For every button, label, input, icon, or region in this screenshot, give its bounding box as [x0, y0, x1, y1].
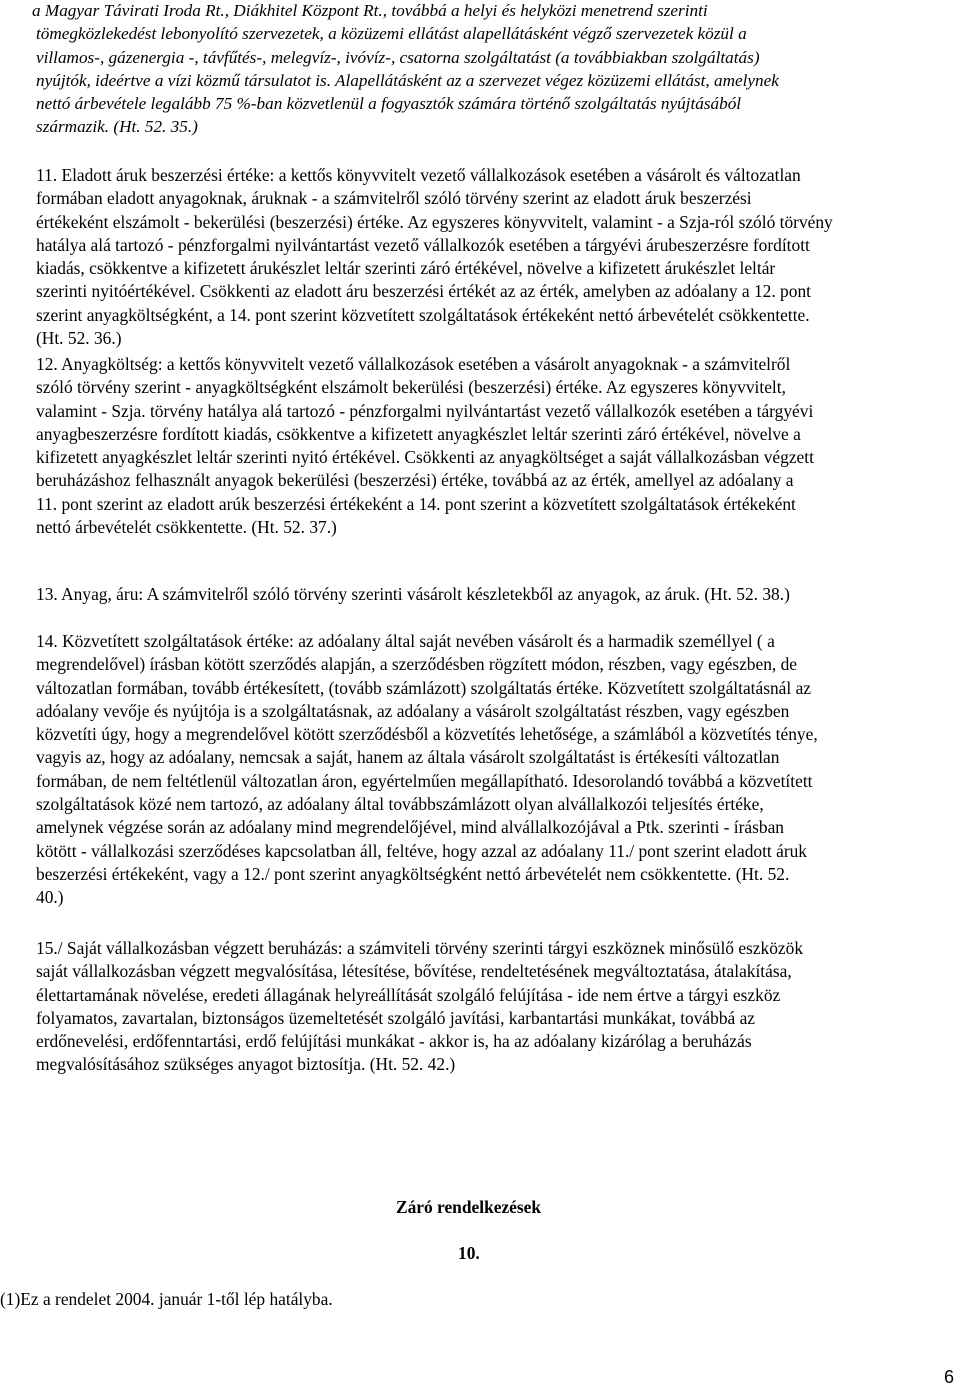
text-line: kifizetett anyagkészlet leltár szerinti nyitó értékével. Csökkenti az anyagköltséget a saját vállalkozásban végzett [36, 447, 814, 468]
text-line: 13. Anyag, áru: A számvitelről szóló törvény szerinti vásárolt készletekből az anyagok, az áruk. (Ht. 52. 38.) [36, 584, 790, 604]
section-12-paragraph [36, 353, 956, 539]
text-line: valamint - Szja. törvény hatálya alá tartozó - pénzforgalmi nyilvántartást vezető vállalkozók esetében a tárgyévi [36, 400, 814, 421]
footnote: (1)Ez a rendelet 2004. január 1-től lép hatályba. [0, 1289, 333, 1309]
text-line: származik. (Ht. 52. 35.) [36, 117, 198, 137]
text-line: villamos-, gázenergia -, távfűtés-, melegvíz-, ivóvíz-, csatorna szolgáltatást (a továbbiakban szolgáltatás) [36, 47, 760, 67]
text-line: formában, de nem feltétlenül változatlan áron, egyértelműen megállapítható. Idesorolandó továbbá a közvetített [36, 770, 813, 791]
page-number: 6 [944, 1367, 955, 1387]
text-line: nettó árbevétele legalább 75 %-ban közvetlenül a fogyasztók számára történő szolgáltatás nyújtásából [36, 94, 742, 114]
section-13-paragraph [36, 583, 956, 606]
section-heading: Záró rendelkezések [396, 1197, 542, 1217]
text-line: 15./ Saját vállalkozásban végzett beruházás: a számviteli törvény szerinti tárgyi eszköznek minősülő eszközök [36, 938, 804, 958]
text-line: szolgáltatások közé nem tartozó, az adóalany által továbbszámlázott olyan alvállalkozói teljesítés értéke, [36, 794, 764, 815]
text-line: formában eladott anyagoknak, áruknak - a számvitelről szóló törvény szerint az eladott áruk beszerzési [36, 188, 752, 209]
intro-paragraph [32, 0, 956, 139]
text-line: 14. Közvetített szolgáltatások értéke: az adóalany által saját nevében vásárolt és a harmadik személlyel ( a [36, 631, 775, 651]
text-line: folyamatos, zavartalan, biztonságos üzemeltetését szolgáló javítási, karbantartási munkákat, továbbá az [36, 1007, 756, 1028]
text-line: vagyis az, hogy az adóalany, nemcsak a saját, hanem az általa vásárolt szolgáltatást is értékesíti változatlan [36, 747, 780, 768]
text-line: nyújtók, ideértve a vízi közmű társulatot is. Alapellátásként az a szervezet végez közüzemi ellátást, amelynek [36, 70, 779, 90]
text-line: a Magyar Távirati Iroda Rt., Diákhitel Központ Rt., továbbá a helyi és helyközi menetrend szerinti [32, 1, 708, 20]
text-line: nettó árbevételét csökkentette. (Ht. 52. 37.) [36, 517, 337, 538]
text-line: beszerzési értékeként, vagy a 12./ pont szerint anyagköltségként nettó árbevételét nem csökkentette. (Ht. 52. [36, 863, 790, 884]
text-line: szerinti nyitóértékével. Csökkenti az eladott áru beszerzési értékét az az érték, amelyben az adóalany a 12. pont [36, 281, 811, 302]
section-14-paragraph [36, 630, 956, 910]
text-line: (Ht. 52. 36.) [36, 328, 122, 349]
text-line: szerint anyagköltségként, a 14. pont szerint közvetített szolgáltatások értékeként nettó árbevételét csökkentette. [36, 304, 810, 325]
text-line: hatálya alá tartozó - pénzforgalmi nyilvántartást vezető vállalkozók esetében a tárgyévi árubeszerzésre fordított [36, 234, 810, 255]
section-11-paragraph [36, 164, 956, 350]
text-line: 11. pont szerint az eladott arúk beszerzési értékeként a 14. pont szerint a közvetített szolgáltatások értékeként [36, 493, 796, 514]
text-line: erdőnevelési, erdőfenntartási, erdő felújítási munkákat - akkor is, ha az adóalany kizárólag a beruházás [36, 1031, 752, 1052]
text-line: tömegközlekedést lebonyolító szervezetek, a közüzemi ellátást alapellátásként végző szervezetek közül a [36, 24, 747, 44]
text-line: közvetíti úgy, hogy a megrendelővel kötött szerződésből a közvetítés lehetősége, a számlából a közvetítés ténye, [36, 724, 818, 745]
text-line: 11. Eladott áruk beszerzési értéke: a kettős könyvvitelt vezető vállalkozások esetében a vásárolt és változatlan [36, 165, 801, 185]
section-subheading: 10. [458, 1243, 480, 1263]
text-line: szóló törvény szerint - anyagköltségként elszámolt bekerülési (beszerzési) értéke. Az egyszeres könyvvitelt, [36, 377, 786, 398]
text-line: kötött - vállalkozási szerződéses kapcsolatban áll, feltéve, hogy azzal az adóalany 11./ pont szerint eladott áruk [36, 840, 808, 861]
text-line: adóalany vevője és nyújtója is a szolgáltatásnak, az adóalany a vásárolt szolgáltatást részben, vagy egészben [36, 700, 790, 721]
text-line: 12. Anyagköltség: a kettős könyvvitelt vezető vállalkozások esetében a vásárolt anyagoknak - a számvitelről [36, 354, 791, 374]
text-line: értékeként elszámolt - bekerülési (beszerzési) értéke. Az egyszeres könyvvitelt, valamint - a Szja-ról szóló törvény [36, 211, 833, 232]
section-15-paragraph [36, 937, 956, 1077]
text-line: 40.) [36, 887, 64, 908]
text-line: változatlan formában, tovább értékesített, (tovább számlázott) szolgáltatás értéke. Közvetített szolgáltatásnál az [36, 677, 812, 698]
text-line: megrendelővel) írásban kötött szerződés alapján, a szerződésben rögzített módon, részben, vagy egészben, de [36, 654, 798, 675]
text-line: amelynek végzése során az adóalany mind megrendelőjével, mind alvállalkozójával a Ptk. szerinti - írásban [36, 817, 785, 838]
text-line: saját vállalkozásban végzett megvalósítása, létesítése, bővítése, rendeltetésének megváltoztatása, átalakítása, [36, 961, 792, 982]
text-line: kiadás, csökkentve a kifizetett árukészlet leltár szerinti záró értékével, növelve a kifizetett árukészlet leltár [36, 258, 776, 279]
text-line: beruházáshoz felhasznált anyagok bekerülési (beszerzési) értéke, továbbá az az érték, amellyel az adóalany a [36, 470, 794, 491]
text-line: anyagbeszerzésre fordított kiadás, csökkentve a kifizetett anyagkészlet leltár szerinti záró értékével, növelve a [36, 423, 801, 444]
text-line: élettartamának növelése, eredeti állagának helyreállítását szolgáló felújítása - ide nem értve a tárgyi eszköz [36, 984, 781, 1005]
text-line: megvalósításához szükséges anyagot biztosítja. (Ht. 52. 42.) [36, 1054, 456, 1075]
